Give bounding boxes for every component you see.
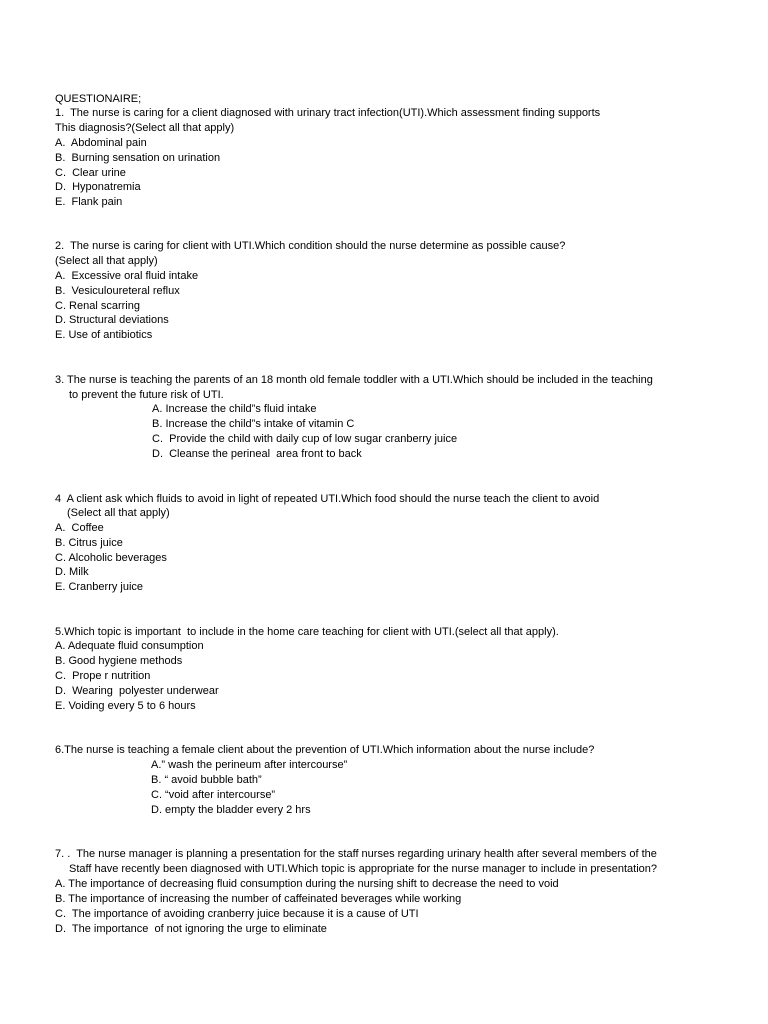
question-6-option-d: D. empty the bladder every 2 hrs [151, 804, 311, 816]
question-7-option-c: C. The importance of avoiding cranberry juice because it is a cause of UTI [55, 908, 419, 920]
question-2-option-c: C. Renal scarring [55, 300, 140, 312]
question-3-option-d: D. Cleanse the perineal area front to back [152, 448, 362, 460]
question-7-text-cont: Staff have recently been diagnosed with UTI.Which topic is appropriate for the nurse manager to include in presentation? [69, 863, 658, 875]
question-2-text: 2. The nurse is caring for client with UTI.Which condition should the nurse determine as possible cause? [55, 240, 566, 252]
question-5-option-c: C. Prope r nutrition [55, 670, 151, 682]
question-4-option-a: A. Coffee [55, 522, 104, 534]
question-6-option-b: B. “ avoid bubble bath” [151, 774, 262, 786]
question-1-option-c: C. Clear urine [55, 167, 126, 179]
question-5-option-e: E. Voiding every 5 to 6 hours [55, 700, 196, 712]
question-4-text: 4 A client ask which fluids to avoid in light of repeated UTI.Which food should the nurse teach the client to avoid [55, 493, 600, 505]
question-2-option-d: D. Structural deviations [55, 314, 169, 326]
question-2-option-e: E. Use of antibiotics [55, 329, 153, 341]
question-1-option-d: D. Hyponatremia [55, 181, 141, 193]
question-2-text-cont: (Select all that apply) [55, 255, 158, 267]
question-4-option-c: C. Alcoholic beverages [55, 552, 167, 564]
question-2-option-b: B. Vesiculoureteral reflux [55, 285, 180, 297]
question-5-option-a: A. Adequate fluid consumption [55, 640, 204, 652]
question-1-text-cont: This diagnosis?(Select all that apply) [55, 122, 235, 134]
question-6-text: 6.The nurse is teaching a female client about the prevention of UTI.Which information about the nurse include? [55, 744, 595, 756]
question-3-option-a: A. Increase the child”s fluid intake [152, 403, 317, 415]
question-4-option-b: B. Citrus juice [55, 537, 123, 549]
question-7-text: 7. . The nurse manager is planning a presentation for the staff nurses regarding urinary health after several members of the [55, 848, 657, 860]
question-6-option-c: C. “void after intercourse” [151, 789, 276, 801]
question-3-text-cont: to prevent the future risk of UTI. [69, 389, 224, 401]
question-1-option-a: A. Abdominal pain [55, 137, 147, 149]
question-3-text: 3. The nurse is teaching the parents of an 18 month old female toddler with a UTI.Which should be included in the teaching [55, 374, 653, 386]
question-7-option-a: A. The importance of decreasing fluid consumption during the nursing shift to decrease the need to void [55, 878, 559, 890]
question-7-option-d: D. The importance of not ignoring the urge to eliminate [55, 923, 327, 935]
question-2-option-a: A. Excessive oral fluid intake [55, 270, 199, 282]
question-5-text: 5.Which topic is important to include in the home care teaching for client with UTI.(select all that apply). [55, 626, 559, 638]
question-5-option-b: B. Good hygiene methods [55, 655, 183, 667]
question-1-text: 1. The nurse is caring for a client diagnosed with urinary tract infection(UTI).Which assessment finding supports [55, 107, 601, 119]
question-5-option-d: D. Wearing polyester underwear [55, 685, 219, 697]
question-6-option-a: A.” wash the perineum after intercourse” [151, 759, 348, 771]
question-1-option-b: B. Burning sensation on urination [55, 152, 221, 164]
question-3-option-b: B. Increase the child”s intake of vitamin C [152, 418, 355, 430]
question-4-text-cont: (Select all that apply) [67, 507, 170, 519]
question-4-option-e: E. Cranberry juice [55, 581, 144, 593]
question-1-option-e: E. Flank pain [55, 196, 123, 208]
question-3-option-c: C. Provide the child with daily cup of low sugar cranberry juice [152, 433, 458, 445]
question-7-option-b: B. The importance of increasing the number of caffeinated beverages while working [55, 893, 462, 905]
question-4-option-d: D. Milk [55, 566, 89, 578]
document-heading: QUESTIONAIRE; [55, 93, 142, 105]
